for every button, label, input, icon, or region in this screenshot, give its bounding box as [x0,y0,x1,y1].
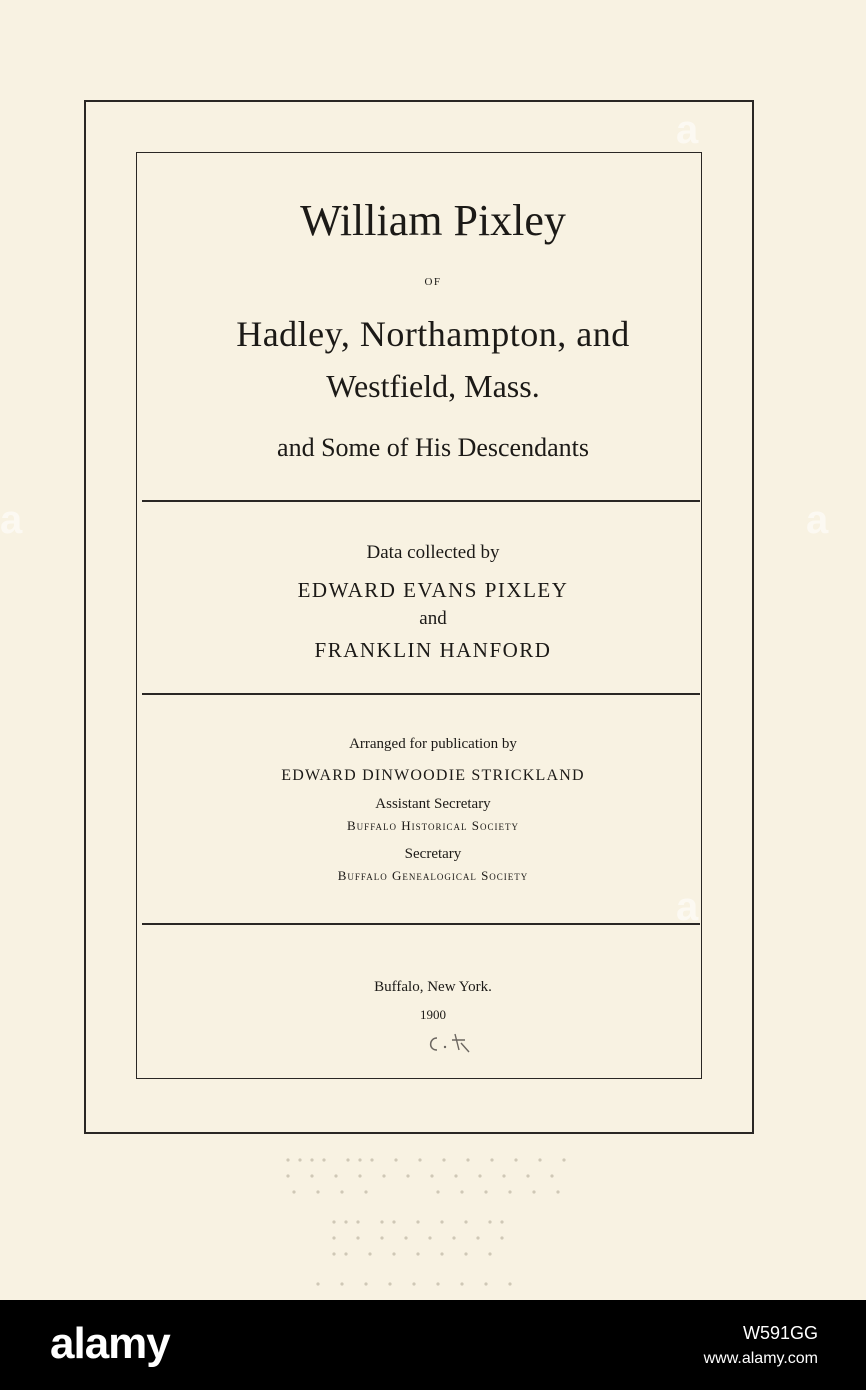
title-connector: OF [424,276,442,288]
subtitle-places-line2: Westfield, Mass. [326,368,540,404]
watermark: a [676,885,699,929]
editor-role: Secretary [404,846,462,862]
section-divider [142,693,700,695]
stock-image-id: W591GG [742,1323,818,1343]
publication-place: Buffalo, New York. [374,979,492,995]
subtitle-places-line1: Hadley, Northampton, and [236,314,630,354]
editor-organization: Buffalo Genealogical Society [337,868,529,883]
watermark: a [0,498,23,542]
arranged-by-label: Arranged for publication by [349,736,517,752]
editor-name: EDWARD DINWOODIE STRICKLAND [281,767,585,784]
publication-year: 1900 [420,1007,446,1022]
editor-organization: Buffalo Historical Society [347,818,519,833]
author-name: EDWARD EVANS PIXLEY [297,578,569,602]
library-perforation-stamp [278,1150,578,1300]
author-connector: and [419,608,447,629]
site-url: www.alamy.com [703,1350,818,1367]
section-divider [142,923,700,925]
watermark: a [806,498,829,542]
subtitle-descendants: and Some of His Descendants [277,433,589,462]
book-title: William Pixley [300,196,566,245]
handwritten-mark [425,1028,485,1060]
author-name: FRANKLIN HANFORD [314,638,552,662]
alamy-logo: alamy [50,1319,170,1368]
collected-by-label: Data collected by [366,542,500,563]
section-divider [142,500,700,502]
editor-role: Assistant Secretary [375,796,491,812]
watermark: a [676,108,699,152]
